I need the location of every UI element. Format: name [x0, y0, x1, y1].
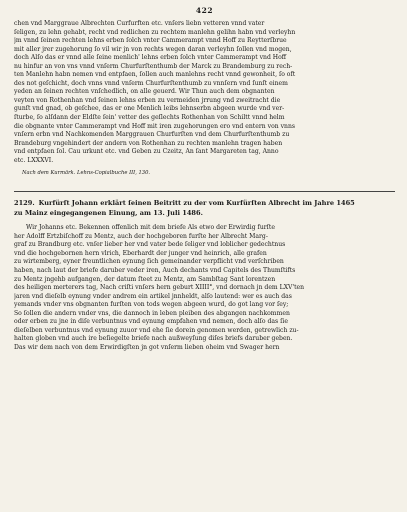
text-line: Brandeburg vngehindert der andern von Rothenhan zu rechten manlehn tragen haben [14, 139, 283, 147]
text-line: etc. LXXXVI. [14, 156, 54, 164]
top-text-block [14, 20, 395, 165]
document-heading [14, 198, 395, 218]
text-line: yeden an ſeinen rechten vnſchedlich, on alle geuerd. Wir Thun auch dem obgnanten [14, 88, 275, 96]
text-line: ſeligen, zu lehn gehabt, recht vnd redlichen zu rechtem manlehn gelihn habn vnd verleyhn [14, 28, 296, 36]
text-line: jm vnnd ſeinen rechten lehns erben ſolch vnter Cammerampt vnnd Hoff zu Reytterſbrue [14, 37, 287, 45]
text-line: jaren vnd dieſelb eynung vnder andrem ein artikel jnnheldt, alſo lautend: wer es auch das [14, 292, 292, 300]
text-line: halten globen vnd auch ire beſiegelte briefe nach außweyſung diſes briefs daruber geben. [14, 335, 293, 343]
text-line: dieſelben verbuntnus vnd eynung zuuor vnd ehe ſie dorein genomen werden, getrewlich zu- [14, 326, 299, 334]
source-note: Nach dem Kurmärk. Lehns-Copialbuche III, 130. [22, 170, 151, 177]
text-line: So ſollen die andern vnder vns, die dannoch in leben pleiben des abgangen nachkommen [14, 309, 290, 317]
text-line: Wir Johanns etc. Bekennen offenlich mit dem briefe Als etwo der Erwirdig furſte [26, 224, 275, 232]
text-line: haben, nach laut der briefe daruber veder iren, Auch dechants vnd Capitels des Thumſtifts [14, 267, 296, 275]
text-line: mit aller jrer zugehorung ſo vil wir jn von rechts wegen daran verleyhn ſollen vnd mogen, [14, 45, 292, 53]
text-line: ten Manlehn habn nemen vnd entpfaen, ſollen auch manlehns recht vnnd gewonheit, ſo oft [14, 71, 296, 79]
text-line: vnd die hochgebornen hern vlrich, Eberhardt der junger vnd heinrich, alle grafen [14, 249, 267, 257]
text-line: des heiligen merterers tag, Nach criſti vnſers hern geburt XIIII°, vnd dornach jn dem LXV'ten [14, 284, 305, 292]
text-line: zu wirtemberg, eyner freuntlichen eynung ſich gemeinander verpflicht vnd verſchriben [14, 258, 284, 266]
heading-line-2 [14, 208, 395, 218]
text-line: yemands vnder vns obgnanten furſten von tods wegen abgeen wurd, do got lang vor ſey; [14, 301, 289, 309]
text-line: nu hinfur an von vns vnnd vnſerm Churfurſtenthumb der Marck zu Brandemburg zu rech- [14, 62, 293, 70]
text-line: doch Alſo das er vnnd alle ſeine menlich' lehns erben ſolch vnter Cammerampt vnd Hoff [14, 54, 287, 62]
text-line: Das wir dem nach von dem Erwirdigſten jn got vnſerm lieben oheim vnd Swager hern [14, 343, 280, 351]
text-line: zu Mentz jngehb aufgangen, der datum ſteet zu Mentz, am Sambſtag Sant lorentzen [14, 275, 276, 283]
text-line: die obgnante vnter Cammerampt vnd Hoff mit iren zugehorungen ero vnd entern von vnns [14, 122, 296, 130]
text-line: her Adolff Ertzbiſchoff zu Mentz, auch der hochgeboren furſte her Albrecht Marg- [14, 232, 268, 240]
page-number: 422 [195, 6, 214, 15]
text-line: vnſern erbn vnd Nachkomenden Marggrauen Churfurſten vnd dem Churfurſtenthumb zu [14, 131, 290, 139]
heading-text-2: zu Mainz eingegangenen Einung, am 13. Juli 1486. [14, 209, 203, 218]
text-line: oder erben zu jne in diſe verbuntnus vnd eynung empfahen vnd nemen, doch alſo das ſie [14, 318, 288, 326]
text-line: chen vnd Marggraue Albrechten Curfurften etc. vnſers liebn vetteren vnnd vater [14, 20, 265, 27]
heading-text-1: Kurfürſt Johann erklärt ſeinen Beitritt zu der vom Kurfürſten Albrecht im Jahre 1465 [38, 199, 355, 208]
heading-line-1 [14, 198, 395, 208]
text-line: veyten von Rothenhan vnd ſeinen lehns erben zu vermeiden jrrung vnd zweitracht die [14, 96, 281, 104]
text-line: des not geſchicht, doch vnns vnnd vnſerm Churfurſtenthumb zu vnnſern vnd ſunſt einem [14, 79, 288, 87]
text-line: gunſt vnd gnad, ob geſchee, das er one Menlich leibs lehnserbn abgeen wurde vnd ver- [14, 105, 285, 113]
text-line: graf zu Brandburg etc. vnſer lieber her vnd vater bede ſeliger vnd loblicher gedechtnus [14, 241, 286, 249]
document-body [14, 224, 395, 352]
text-line: ſturbe, ſo alſdann der Eldſte ſein' vetter des geſlechts Rothenhan von Schiltt vnnd helm [14, 114, 285, 122]
section-divider [14, 191, 395, 192]
document-number: 2129. [14, 199, 35, 208]
text-line: vnd entpfaen ſol. Cau urkunt etc. vnd Geben zu Czeitz, An ſant Margareten tag, Anno [14, 148, 279, 156]
